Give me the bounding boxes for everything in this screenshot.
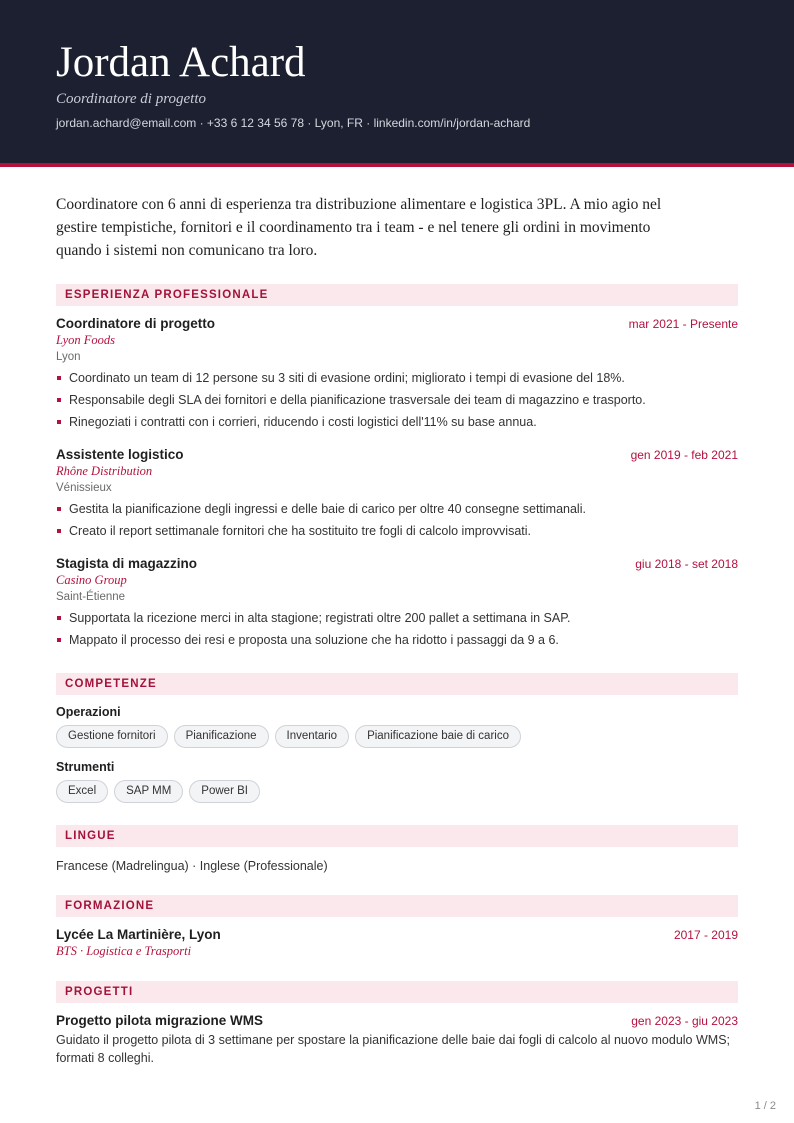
job-dates: gen 2019 - feb 2021 bbox=[630, 448, 738, 462]
resume-header bbox=[0, 0, 794, 167]
job-company: Rhône Distribution bbox=[56, 464, 153, 478]
job-company: Casino Group bbox=[56, 573, 127, 587]
job-location: Saint-Étienne bbox=[56, 591, 126, 603]
skill-chip: SAP MM bbox=[114, 780, 183, 803]
job-bullet: Supportata la ricezione merci in alta stagione; registrati oltre 200 pallet a settimana in SAP. bbox=[56, 607, 738, 629]
section-title-education: FORMAZIONE bbox=[56, 895, 738, 917]
job-entry bbox=[56, 316, 738, 433]
job-dates: mar 2021 - Presente bbox=[628, 317, 738, 331]
job-entry bbox=[56, 447, 738, 542]
job-bullet: Creato il report settimanale fornitori che ha sostituito tre fogli di calcolo improvvisati. bbox=[56, 520, 738, 542]
job-dates: giu 2018 - set 2018 bbox=[635, 557, 738, 571]
skill-chip: Power BI bbox=[189, 780, 260, 803]
job-bullet: Gestita la pianificazione degli ingressi e delle baie di carico per oltre 40 consegne settimanali. bbox=[56, 498, 738, 520]
job-bullets bbox=[56, 367, 738, 433]
job-title: Coordinatore di progetto bbox=[56, 316, 215, 331]
project-entry bbox=[56, 1013, 738, 1067]
resume-body bbox=[0, 167, 794, 1067]
job-bullet: Rinegoziati i contratti con i corrieri, riducendo i costi logistici dell'11% su base annua. bbox=[56, 411, 738, 433]
section-title-skills: COMPETENZE bbox=[56, 673, 738, 695]
education-school: Lycée La Martinière, Lyon bbox=[56, 927, 221, 942]
skill-group-label: Strumenti bbox=[56, 760, 115, 774]
skill-chip: Pianificazione bbox=[174, 725, 269, 748]
page-number: 1 / 2 bbox=[754, 1100, 776, 1112]
section-title-experience: ESPERIENZA PROFESSIONALE bbox=[56, 284, 738, 306]
job-location: Lyon bbox=[56, 351, 81, 363]
education-degree: BTS · Logistica e Trasporti bbox=[56, 944, 192, 958]
section-title-projects: PROGETTI bbox=[56, 981, 738, 1003]
job-bullet: Coordinato un team di 12 persone su 3 siti di evasione ordini; migliorato i tempi di evasione del 18%. bbox=[56, 367, 738, 389]
skill-chips bbox=[56, 780, 738, 803]
job-company: Lyon Foods bbox=[56, 333, 116, 347]
section-title-languages: LINGUE bbox=[56, 825, 738, 847]
skill-chip: Excel bbox=[56, 780, 108, 803]
project-title: Progetto pilota migrazione WMS bbox=[56, 1013, 264, 1028]
profile-summary: Coordinatore con 6 anni di esperienza tra distribuzione alimentare e logistica 3PL. A mio agio nel gestire tempistiche, fornitori e il coordinamento tra i team - e nel tenere gli ordini in movimento quando i sistemi non comunicano tra loro. bbox=[56, 196, 662, 259]
skill-chips bbox=[56, 725, 738, 748]
contact-line: jordan.achard@email.com · +33 6 12 34 56 78 · Lyon, FR · linkedin.com/in/jordan-achard bbox=[56, 116, 531, 130]
education-dates: 2017 - 2019 bbox=[673, 928, 738, 942]
project-dates: gen 2023 - giu 2023 bbox=[631, 1014, 738, 1028]
skill-chip: Gestione fornitori bbox=[56, 725, 168, 748]
candidate-name: Jordan Achard bbox=[56, 39, 306, 86]
skill-chip: Inventario bbox=[275, 725, 350, 748]
languages-line: Francese (Madrelingua) · Inglese (Professionale) bbox=[56, 859, 328, 873]
job-title: Stagista di magazzino bbox=[56, 556, 198, 571]
job-bullet: Mappato il processo dei resi e proposta una soluzione che ha ridotto i passaggi da 9 a 6. bbox=[56, 629, 738, 651]
education-entry bbox=[56, 927, 738, 959]
job-bullets bbox=[56, 607, 738, 651]
skill-chip: Pianificazione baie di carico bbox=[355, 725, 521, 748]
skill-group-label: Operazioni bbox=[56, 705, 121, 719]
job-entry bbox=[56, 556, 738, 651]
job-location: Vénissieux bbox=[56, 482, 112, 494]
candidate-role: Coordinatore di progetto bbox=[56, 91, 206, 107]
job-bullet: Responsabile degli SLA dei fornitori e della pianificazione trasversale dei team di magazzino e trasporto. bbox=[56, 389, 738, 411]
job-bullets bbox=[56, 498, 738, 542]
job-title: Assistente logistico bbox=[56, 447, 184, 462]
project-description: Guidato il progetto pilota di 3 settimane per spostare la pianificazione delle baie dai fogli di calcolo al nuovo modulo WMS; formati 8 colleghi. bbox=[56, 1033, 730, 1065]
